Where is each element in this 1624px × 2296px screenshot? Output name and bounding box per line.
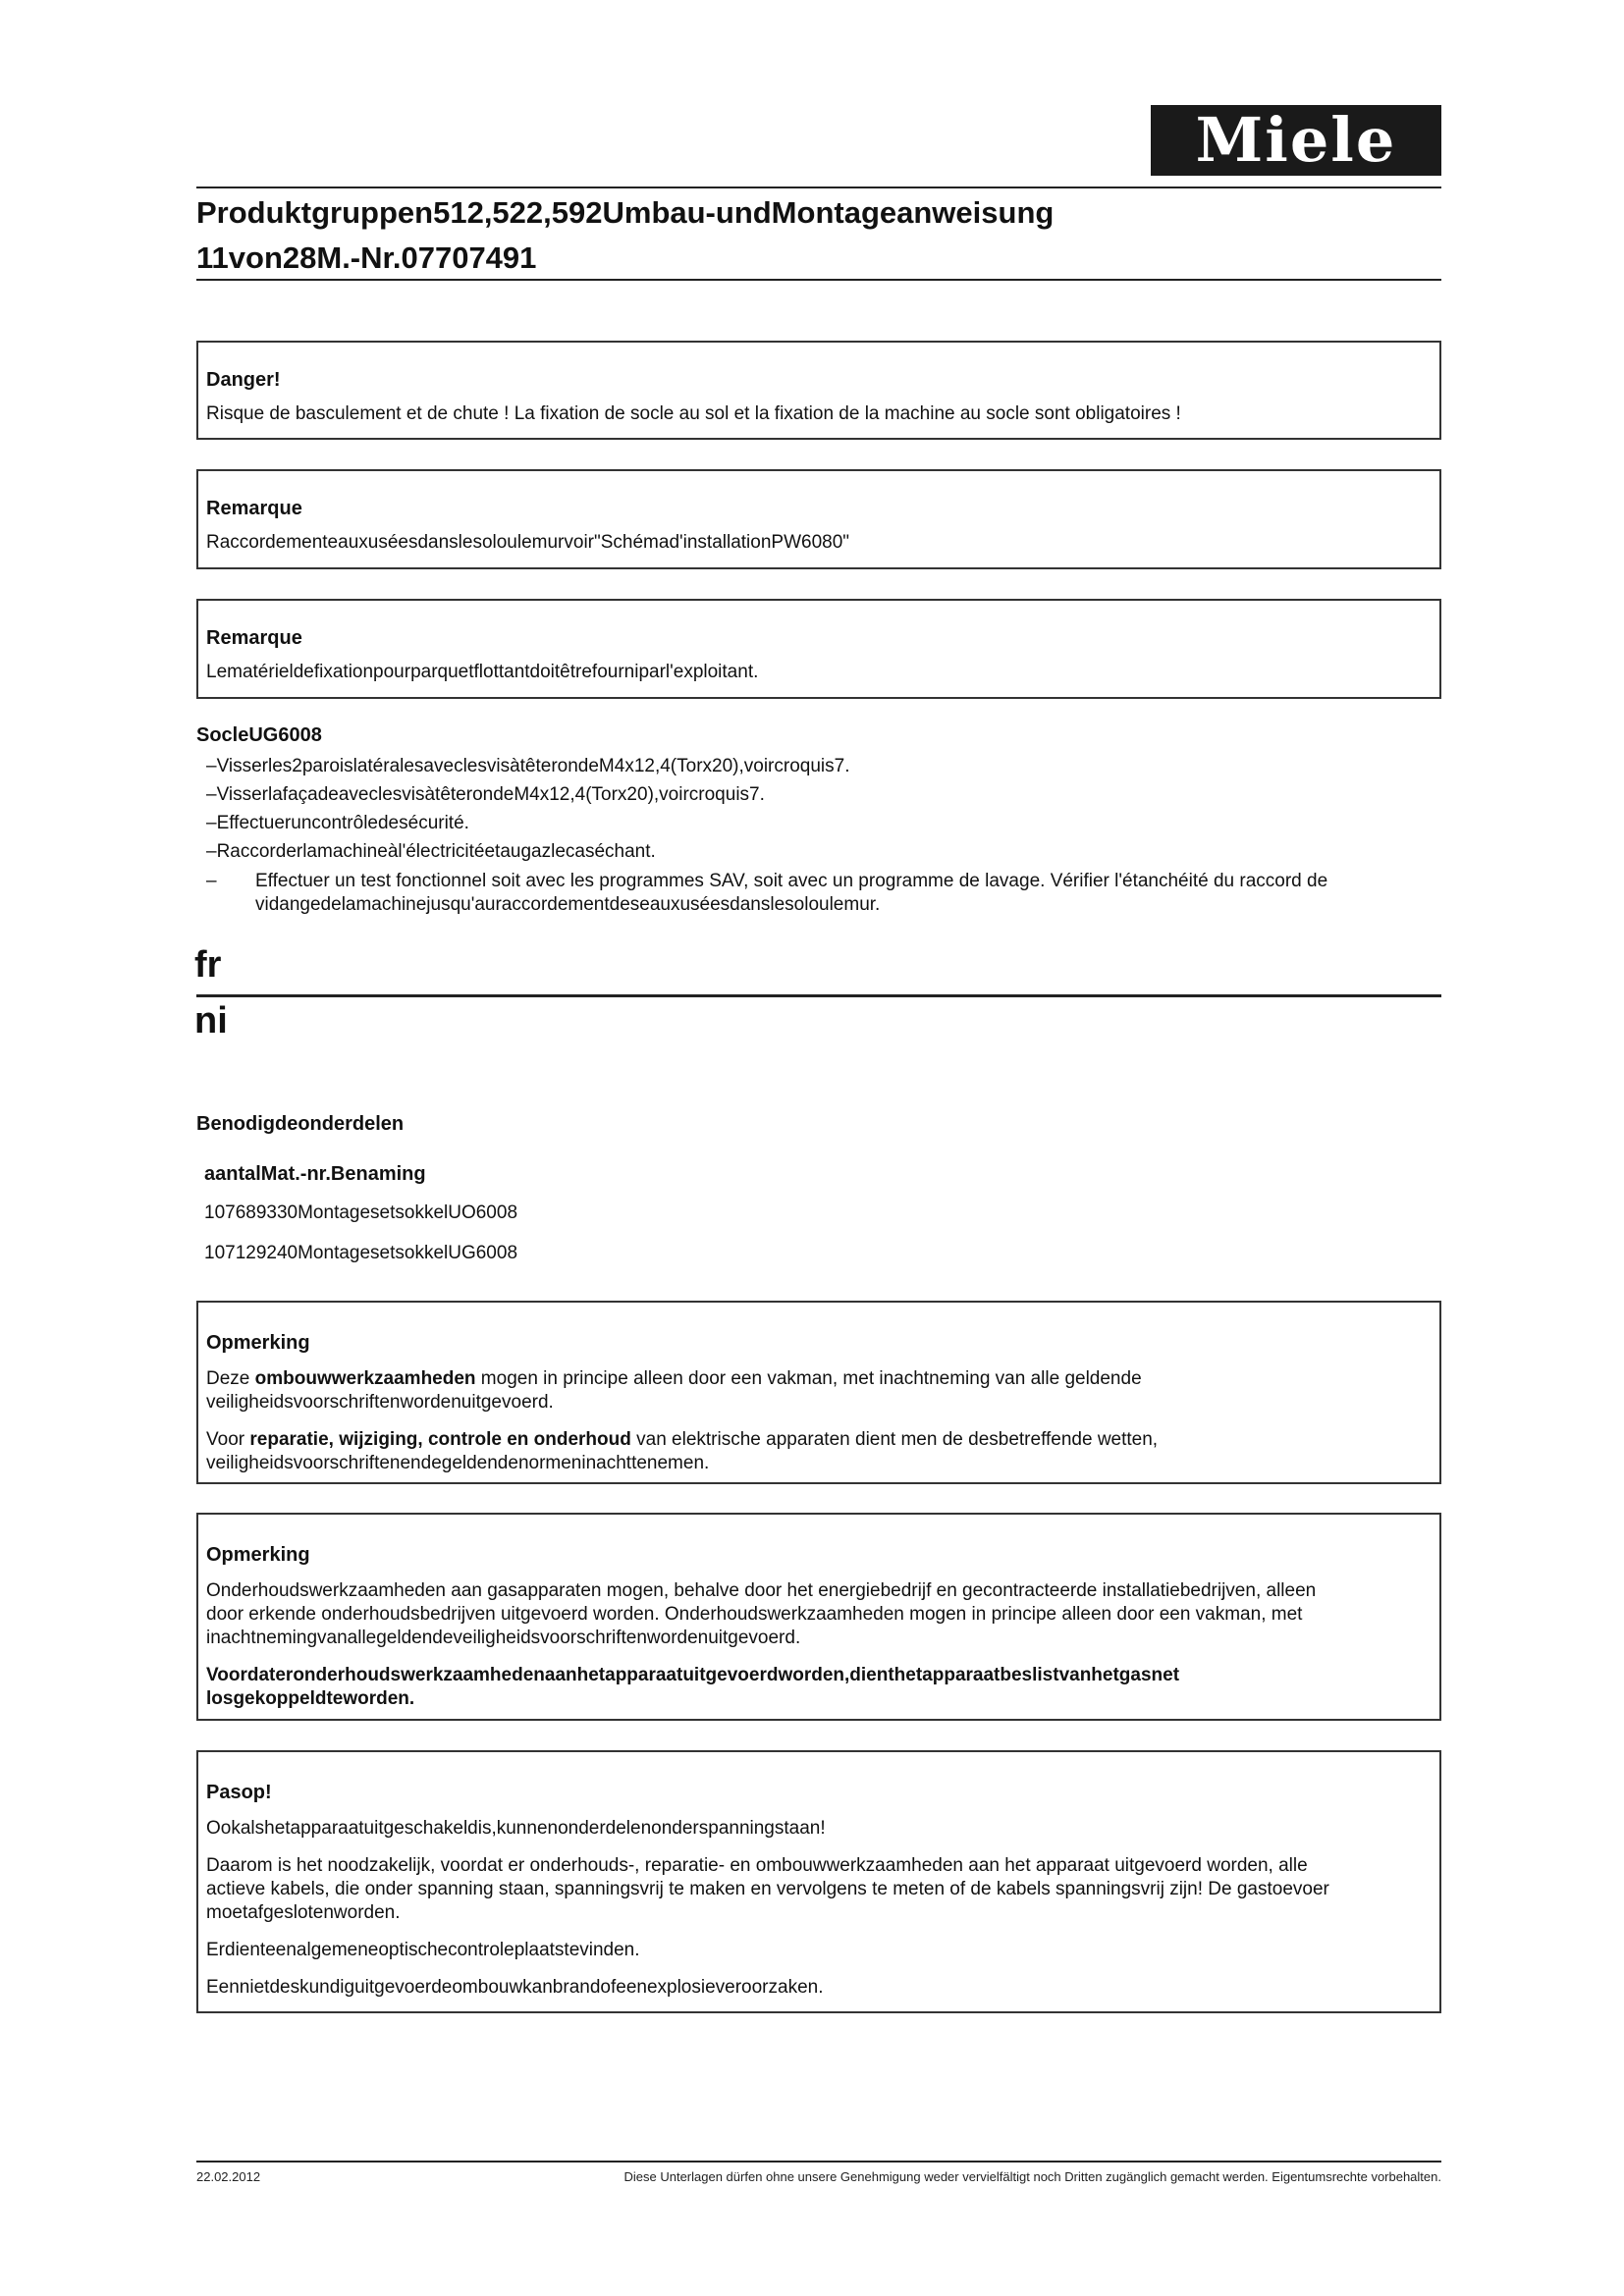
opmerking-2-line-2: door erkende onderhoudsbedrijven uitgevoerd worden. Onderhoudswerkzaamheden mogen in principe alleen door een vakman, met xyxy=(206,1604,1303,1625)
opmerking-2-line-1: Onderhoudswerkzaamheden aan gasapparaten mogen, behalve door het energiebedrijf en gecontracteerde installatiebedrijven, alleen xyxy=(206,1580,1317,1601)
step-dash: – xyxy=(206,871,217,891)
header-rule-bottom xyxy=(196,279,1441,281)
danger-title: Danger! xyxy=(206,369,281,391)
header-rule-top xyxy=(196,187,1441,188)
opmerking-box-1 xyxy=(196,1301,1441,1484)
socle-step: –Visserles2paroislatéralesaveclesvisàtêterondeM4x12,4(Torx20),voircroquis7. xyxy=(206,756,850,776)
parts-row: 107689330MontagesetsokkelUO6008 xyxy=(204,1202,518,1223)
socle-step-5-line-2: vidangedelamachinejusqu'auraccordementdeseauxuséesdanslesoloulemur. xyxy=(255,894,881,915)
page-title xyxy=(196,190,1054,281)
remarque-1-text: Raccordementeauxuséesdanslesoloulemurvoir"Schémad'installationPW6080" xyxy=(206,532,850,553)
opmerking-2-bold-line-2: losgekoppeldteworden. xyxy=(206,1688,415,1709)
socle-step-5-line-1: Effectuer un test fonctionnel soit avec les programmes SAV, soit avec un programme de lavage. Vérifier l'étanchéité du raccord de xyxy=(255,871,1328,891)
opmerking-2-title: Opmerking xyxy=(206,1544,310,1566)
parts-heading: Benodigdeonderdelen xyxy=(196,1113,405,1135)
opmerking-1-paragraph-1: Deze ombouwwerkzaamheden mogen in principe alleen door een vakman, met inachtneming van alle geldende xyxy=(206,1368,1142,1389)
opmerking-box-2 xyxy=(196,1513,1441,1721)
footer-copyright: Diese Unterlagen dürfen ohne unsere Genehmigung weder vervielfältigt noch Dritten zugänglich gemacht werden. Eigentumsrechte vorbehalten. xyxy=(623,2169,1441,2184)
parts-table-header: aantalMat.-nr.Benaming xyxy=(204,1163,426,1185)
danger-text: Risque de basculement et de chute ! La fixation de socle au sol et la fixation de la machine au socle sont obligatoires ! xyxy=(206,403,1181,424)
pasop-paragraph-2-line-1: Daarom is het noodzakelijk, voordat er onderhouds-, reparatie- en ombouwwerkzaamheden aan het apparaat uitgevoerd worden, alle xyxy=(206,1855,1308,1876)
pasop-paragraph-4: Eennietdeskundiguitgevoerdeombouwkanbrandofeenexplosieveroorzaken. xyxy=(206,1977,824,1998)
opmerking-2-line-3: inachtnemingvanallegeldendeveiligheidsvoorschriftenwordenuitgevoerd. xyxy=(206,1628,801,1648)
parts-row: 107129240MontagesetsokkelUG6008 xyxy=(204,1243,518,1263)
opmerking-1-paragraph-2-line-2: veiligheidsvoorschriftenendegeldendenormeninachttenemen. xyxy=(206,1453,710,1473)
opmerking-2-bold-line-1: Voordateronderhoudswerkzaamhedenaanhetapparaatuitgevoerdworden,dienthetapparaatbeslistvanhetgasnet xyxy=(206,1665,1180,1685)
opmerking-1-paragraph-1-line-2: veiligheidsvoorschriftenwordenuitgevoerd. xyxy=(206,1392,554,1413)
remarque-2-title: Remarque xyxy=(206,627,302,649)
pasop-paragraph-2-line-2: actieve kabels, die onder spanning staan, spanningsvrij te maken en vervolgens te meten of de kabels spanningsvrij zijn! De gastoevoer xyxy=(206,1879,1329,1899)
remarque-1-title: Remarque xyxy=(206,498,302,519)
language-marker-fr: fr xyxy=(194,944,222,986)
pasop-title: Pasop! xyxy=(206,1782,272,1803)
logo-text: Miele xyxy=(1195,104,1397,176)
socle-step xyxy=(206,870,1434,917)
title-line-2: 11von28M.-Nr.07707491 xyxy=(196,240,537,275)
socle-step: –Raccorderlamachineàl'électricitéetaugazlecaséchant. xyxy=(206,841,656,862)
socle-step: –Effectueruncontrôledesécurité. xyxy=(206,813,469,833)
opmerking-1-paragraph-2: Voor reparatie, wijziging, controle en onderhoud van elektrische apparaten dient men de desbetreffende wetten, xyxy=(206,1429,1159,1450)
remarque-2-text: Lematérieldefixationpourparquetflottantdoitêtrefourniparl'exploitant. xyxy=(206,662,759,682)
footer-date: 22.02.2012 xyxy=(196,2169,261,2184)
socle-steps xyxy=(206,752,1434,917)
miele-logo xyxy=(1151,105,1441,176)
remarque-box-1 xyxy=(196,469,1441,569)
footer-rule xyxy=(196,2161,1441,2163)
opmerking-1-title: Opmerking xyxy=(206,1332,310,1354)
remarque-box-2 xyxy=(196,599,1441,699)
language-marker-ni: ni xyxy=(194,1000,228,1041)
pasop-paragraph-1: Ookalshetapparaatuitgeschakeldis,kunnenonderdelenonderspanningstaan! xyxy=(206,1818,826,1839)
danger-box xyxy=(196,341,1441,440)
language-divider xyxy=(196,994,1441,997)
title-line-1: Produktgruppen512,522,592Umbau-undMontageanweisung xyxy=(196,195,1055,230)
socle-step: –VisserlafaçadeaveclesvisàtêterondeM4x12,4(Torx20),voircroquis7. xyxy=(206,784,765,805)
pasop-paragraph-2-line-3: moetafgeslotenworden. xyxy=(206,1902,401,1923)
pasop-paragraph-3: Erdienteenalgemeneoptischecontroleplaatstevinden. xyxy=(206,1940,640,1960)
pasop-box xyxy=(196,1750,1441,2013)
socle-heading: SocleUG6008 xyxy=(196,724,322,746)
